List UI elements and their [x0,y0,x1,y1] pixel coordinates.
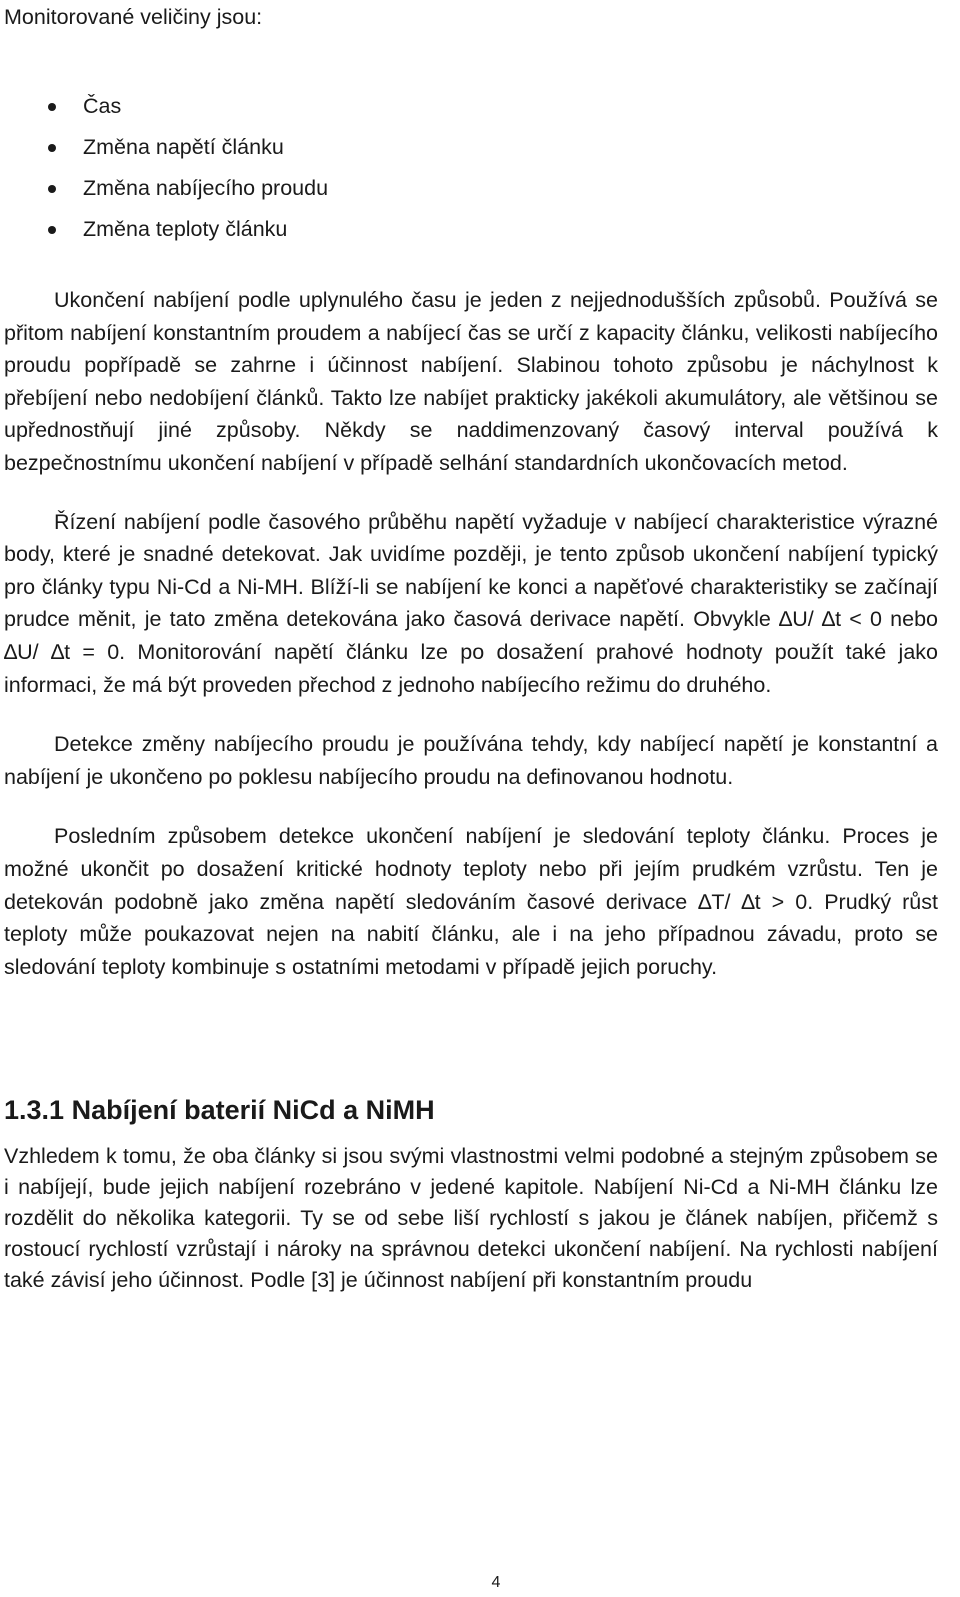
paragraph-voltage-control: Řízení nabíjení podle časového průběhu napětí vyžaduje v nabíjecí charakteristice výrazné body, které je snadné detekovat. Jak uvidíme později, je tento způsob ukončení nabíjení typický pro články typu Ni-Cd a Ni-MH. Blíží-li se nabíjení ke konci a napěťové charakteristiky se začínají prudce měnit, je tato změna detekována jako časová derivace napětí. Obvykle ∆U/ ∆t < 0 nebo ∆U/ ∆t = 0. Monitorování napětí článku lze po dosažení prahové hodnoty použít také jako informaci, že má být proveden přechod z jednoho nabíjecího režimu do druhého. [4,509,938,697]
monitored-quantities-list [4,86,938,250]
list-item-text: Změna teploty článku [83,217,288,241]
section-number: 1.3.1 [4,1095,65,1126]
list-item-text: Změna nabíjecího proudu [83,176,329,200]
bullet-icon [48,226,56,234]
bullet-icon [48,103,56,111]
intro-text: Monitorované veličiny jsou: [4,5,263,29]
bullet-icon [48,185,56,193]
list-item [4,86,938,127]
page-number: 4 [491,1574,501,1591]
paragraph-nicd-nimh: Vzhledem k tomu, že oba články si jsou svými vlastnostmi velmi podobné a stejným způsobem se i nabíjejí, bude jejich nabíjení rozebráno v jedené kapitole. Nabíjení Ni-Cd a Ni-MH článku lze rozdělit do několika kategorii. Ty se od sebe liší rychlostí s jakou je článek nabíjen, přičemž s rostoucí rychlostí vzrůstají i nároky na správnou detekci ukončení nabíjení. Na rychlosti nabíjení také závisí jeho účinnost. Podle [3] je účinnost nabíjení při konstantním proudu [4,1144,938,1293]
list-item [4,168,938,209]
paragraph-time-termination: Ukončení nabíjení podle uplynulého času je jeden z nejjednodušších způsobů. Používá se přitom nabíjení konstantním proudem a nabíjecí čas se určí z kapacity článku, velikosti nabíjecího proudu popřípadě se zahrne i účinnost nabíjení. Slabinou tohoto způsobu je náchylnost k přebíjení nebo nedobíjení článků. Takto lze nabíjet prakticky jakékoli akumulátory, ale většinou se upřednostňují jiné způsoby. Někdy se naddimenzovaný časový interval používá k bezpečnostnímu ukončení nabíjení v případě selhání standardních ukončovacích metod. [4,288,938,475]
section-title: Nabíjení baterií NiCd a NiMH [71,1095,435,1126]
list-item-text: Čas [83,94,122,118]
paragraph-current-detection: Detekce změny nabíjecího proudu je používána tehdy, kdy nabíjecí napětí je konstantní a nabíjení je ukončeno po poklesu nabíjecího proudu na definovanou hodnotu. [4,732,938,789]
bullet-icon [48,144,56,152]
document-page [4,0,938,1296]
paragraph-temperature-detection: Posledním způsobem detekce ukončení nabíjení je sledování teploty článku. Proces je možné ukončit po dosažení kritické hodnoty teploty nebo při jejím prudkém vzrůstu. Ten je detekován podobně jako změna napětí sledováním časové derivace ∆T/ ∆t > 0. Prudký růst teploty může poukazovat nejen na nabití článku, ale i na jeho případnou závadu, proto se sledování teploty kombinuje s ostatními metodami v případě jejich poruchy. [4,824,938,979]
list-item [4,209,938,250]
section-heading [4,1093,938,1127]
list-item [4,127,938,168]
list-item-text: Změna napětí článku [83,135,284,159]
